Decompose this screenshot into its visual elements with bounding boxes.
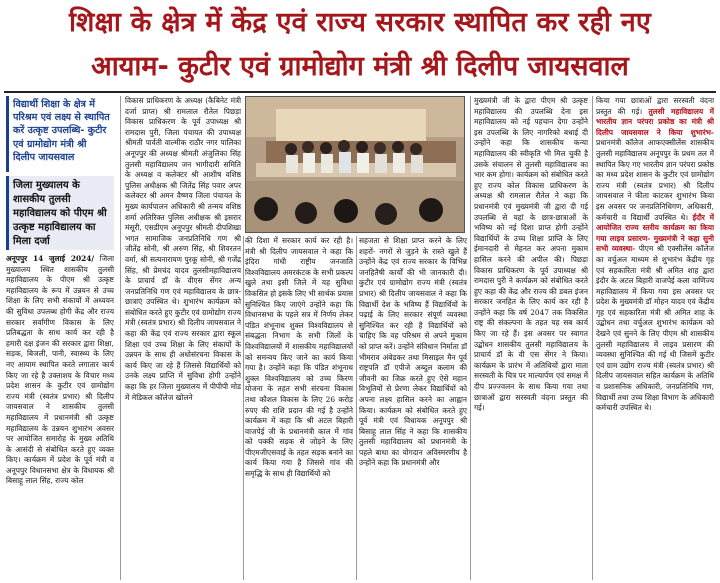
headline-line-1: शिक्षा के क्षेत्र में केंद्र एवं राज्य सरकार स्थापित कर रही नए [68,7,652,38]
column-3 [245,236,353,580]
event-photo-graphic [246,97,465,233]
column-3-text: की दिशा में सरकार कार्य कर रही है। मंत्री श्री दिलीप जायसवाल ने कहा कि इंदिरा गांधी राष्ट्रीय जनजाति विश्वविद्यालय अमरकंटक के सभी प्रकल्प खुले तथा इसी जिले में यह सुविधा विकसित हो इसके लिए भी सार्थक प्रयास सुनिश्चित किए जाएंगे उन्होंने कहा कि विधानसभा के पहले सत्र में निर्णय लेकर पंडित शंभूनाथ शुक्ल विश्वविद्यालय से संबद्धता निभाग के सभी जिलों के विश्वविद्यालयों में शासकीय महाविद्यालयों को समन्वय किए जाने का कार्य किया गया है। उन्होंने कहा कि पंडित शंभूनाथ शुक्ल विश्वविद्यालय को उच्च किरण योजना के तहत सभी संरचना विकास तथा कौशल विकास के लिए 26 करोड़ रुपए की राशि प्रदान की गई है उन्होंने कार्यक्रम में कहा कि श्री अटल बिहारी वाजपेई जी के प्रधानमंत्री काल में गांव को पक्की सड़क से जोड़ने के लिए पीएमजीएसवाई के तहत सड़क बनाने का कार्य किया गया है जिससे गांव की समृद्धि के साथ ही विद्यार्थियों को [245,236,353,479]
dateline: अनूपपुर 14 जुलाई 2024/ [6,254,95,263]
column-6-text: किया गया छात्राओं द्वारा सरस्वती वंदना प्रस्तुत की गई। [596,96,714,116]
subheadline-2: जिला मुख्यालय के शासकीय तुलसी महाविद्यालय को पीएम श्री उत्कृष्ट महाविद्यालय का मिला दर्जा [6,176,114,250]
headline-line-2: आयाम- कुटीर एवं ग्रामोद्योग मंत्री श्री दिलीप जायसवाल [91,51,629,82]
column-4-text: सहजता से शिक्षा प्राप्त करने के लिए शहरों- नगरों से जुड़ने के रास्ते खुले हैं उन्होंने केंद्र एवं राज्य सरकार के विभिन्न जनहितैषी कार्यों की भी जानकारी दी। कुटीर एवं ग्रामोद्योग राज्य मंत्री (स्वतंत्र प्रभार) श्री दिलीप जायसवाल ने कहा कि विद्यार्थी देश के भविष्य हैं विद्यार्थियों के पढ़ाई के लिए सरकार संपूर्ण व्यवस्था सुनिश्चित कर रही है विद्यार्थियों को चाहिए कि वह परिश्रम से अपने मुकाम को प्राप्त करें। उन्होंने संविधान निर्माता डॉ भीमराव अंबेडकर तथा मिसाइल मैन पूर्व राष्ट्रपति डॉ एपीजे अब्दुल कलाम की जीवनी का जिक्र करते हुए ऐसे महान विभूतियों से प्रेरणा लेकर विद्यार्थियों को अपना लक्ष्य हासिल करने का आह्वान किया। कार्यक्रम को संबोधित करते हुए पूर्व मंत्री एवं विधायक अनूपपुर श्री बिसाहू लाल सिंह ने कहा कि शासकीय तुलसी महाविद्यालय को प्रधानमंत्री के पहले बाधा का योगदान अविस्मरणीय है उन्होंने कहा कि प्रधानमंत्री और [359,236,467,468]
headline [0,0,720,90]
column-4 [359,236,467,580]
column-2-text: विकास प्राधिकरण के अध्यक्ष (कैबिनेट मंत्री दर्जा प्राप्त) श्री रामलाल रौतेल पिछड़ा विकास प्राधिकरण के पूर्व उपाध्यक्ष श्री रामदास पुरी, जिला पंचायत की उपाध्यक्ष श्रीमती पार्वती वाल्मीक राठौर नगर पालिका अनूपपुर की अध्यक्ष श्रीमती अंजुलिका सिंह तुलसी महाविद्यालय जन भागीदारी समिति के अध्यक्ष व कलेक्टर श्री आशीष वशिष्ठ पुलिस अधीक्षक श्री जितेंद्र सिंह पवार अपर कलेक्टर श्री अमन वैष्णव जिला पंचायत के मुख्य कार्यपालन अधिकारी श्री तन्मय वशिष्ठ शर्मा अतिरिक्त पुलिस अधीक्षक श्री इसरार मंसूरी, एसडीएम अनूपपुर श्रीमती दीपशिखा भगत सामाजिक जनप्रतिनिधि गण श्री जीतेंद्र सोनी, श्री अरुण सिंह, श्री शिवरतन वर्मा, श्री सत्यनारायण पुरकू सोनी, श्री गजेंद्र सिंह, श्री प्रेमचंद यादव तुलसीमहाविद्यालय के प्राचार्य डॉ के वीएस सेंगर अन्य जनप्रतिनिधि गण एवं महाविद्यालय के छात्र-छात्राएं उपस्थित थे। शुभारंभ कार्यक्रम को संबोधित करते हुए कुटीर एवं ग्रामोद्योग राज्य मंत्री (स्वतंत्र प्रभार) श्री दिलीप जायसवाल ने कहा की केंद्र एवं राज्य सरकार द्वारा स्कूल शिक्षा एवं उच्च शिक्षा के लिए संकायों के उन्नयन के साथ ही अधोसंरचना विकास के कार्य किए जा रहे हैं जिससे विद्यार्थियों को उनके लक्ष्य प्राप्ति में सुविधा होगी उन्होंने कहा कि हर जिला मुख्यालय में पीपीपी मोड में मेडिकल कॉलेज खोलने [125,96,241,402]
section-heading-live-broadcast: ईंदौर में आयोजित राज्य स्तरीय कार्यक्रम का किया गया लाइव प्रसारण- मुख्यमंत्री ने कहा सुनी सभी व्यवस्था- [596,212,714,254]
column-5-text: मुख्यमंत्री जी के द्वारा पीएम श्री उत्कृष्ट महाविद्यालय की उपलब्धि देना इस महाविद्यालय को नई पहचान देगा उन्होंने इस उपलब्धि के लिए नागरिको बधाई दी उन्होंने कहा कि शासकीय कन्या महाविद्यालय की स्वीकृति भी मिल चुकी है उसके संचालन से तुलसी महाविद्यालय का भार कम होगा। कार्यक्रम को संबोधित करते हुए राज्य कोल विकास प्राधिकरण के अध्यक्ष श्री रामलाल रौतेल ने कहा कि प्रधानमंत्री एवं मुख्यमंत्री जी द्वारा दी गई उपलब्धि से यहां के छात्र-छात्राओं के भविष्य को नई दिशा प्राप्त होगी उन्होंने विद्यार्थियों के उच्च शिक्षा प्राप्ति के लिए ईमानदारी से मेहनत कर अपना मुकाम हासिल करने की अपील की। पिछड़ा विकास प्राधिकरण के पूर्व उपाध्यक्ष श्री रामदास पुरी ने कार्यक्रम को संबोधित करते हुए कहा की केंद्र और राज्य की डबल इंजन सरकार जनहित के लिए कार्य कर रही है उन्होंने कहा कि वर्ष 2047 तक विकसित राष्ट्र की संकल्पना के तहत यह सब कार्य किए जा रहे हैं। इस अवसर पर स्वागत उद्बोधन शासकीय तुलसी महाविद्यालय के प्राचार्य डॉ के वी एस सेंगर ने किया। कार्यक्रम के प्रारंभ में अतिथियों द्वारा माता सरस्वती के चित्र पर माल्यार्पण एवं समक्ष में दीप प्रज्ज्वलन के साथ किया गया तथा छात्राओं द्वारा सरस्वती वंदना प्रस्तुत की गई। [474,96,588,413]
event-photo [245,96,465,233]
headline-rule [4,91,716,93]
column-1-text: जिला मुख्यालय स्थित शासकीय तुलसी महाविद्यालय के पीएम श्री उत्कृष्ट महाविद्यालय के रूप में उन्नयन से उच्च शिक्षा के लिए सभी संकायों में अध्ययन की सुविधा उपलब्ध होगी केंद्र और राज्य सरकार सर्वांगीण विकास के लिए प्रतिबद्धता के साथ कार्य कर रही है हमारी दक्ष इंजन की सरकार द्वारा शिक्षा, सड़क, बिजली, पानी, स्वास्थ्य के लिए नए आयाम स्थापित करते लगातार कार्य किए जा रहे है उक्ताशय के विचार मध्य प्रदेश शासन के कुटीर एवं ग्रामोद्योग राज्य मंत्री (स्वतंत्र प्रभार) श्री दिलीप जायसवाल ने शासकीय तुलसी महाविद्यालय में प्रधानमंत्री श्री उत्कृष्ट महाविद्यालय के उन्नयन शुभारंभ अवसर पर आयोजित समारोह के मुख्य अतिथि के आसंदी से संबोधित करते हुए व्यक्त किए। कार्यक्रम में प्रदेश के पूर्व मंत्री व अनूपपुर विधानसभा क्षेत्र के विधायक श्री बिसाहू लाल सिंह, राज्य कोल [6,254,114,486]
column-5 [474,96,588,580]
column-divider [592,96,593,580]
subheadline-1: विद्यार्थी शिक्षा के क्षेत्र में परिश्रम एवं लक्ष्य से स्थापित करें उत्कृष्ट उपलब्धि- कुटीर एवं ग्रामोद्योग मंत्री श्री दिलीप जायसवाल [6,96,114,172]
column-6 [596,96,714,580]
column-6-text-2: प्रधानमंत्री कॉलेज आफएक्सीलेंस शासकीय तुलसी महाविद्यालय अनूपपुर के प्रथम तल में स्थापित किए गए भारतीय ज्ञान परंपरा प्रकोष्ठ का मध्य प्रदेश शासन के कुटीर एवं ग्रामोद्योग राज्य मंत्री (स्वतंत्र प्रभार) श्री दिलीप जायसवाल ने फीता काटकर शुभारंभ किया इस अवसर पर जनप्रतिनिधिगण, अधिकारी, कर्मचारी व विद्यार्थी उपस्थित थे। [596,138,714,222]
column-2 [125,96,241,580]
section-heading-knowledge-cell: तुलसी महाविद्यालय में भारतीय ज्ञान परंपरा प्रकोष्ठ का मंत्री श्री दिलीप जायसवाल ने किया शुभारंभ- [596,106,714,137]
column-6-text-3: पीएम श्री एक्सीलेंस कॉलेज का वर्चुअल माध्यम से शुभारंभ केंद्रीय गृह एवं सहकारिता मंत्री श्री अमित शाह द्वारा इंदौर के अटल बिहारी वाजपेई कला वाणिज्य महाविद्यालय में किया गया इस अवसर पर प्रदेश के मुख्यमंत्री डॉ मोहन यादव एवं केंद्रीय गृह एवं सहकारिता मंत्री श्री अमित शाह के उद्बोधन तथा वर्चुअल शुभारंभ कार्यक्रम को देखने एवं सुनने के लिए पीएम श्री शासकीय तुलसी महाविद्यालय में लाइव प्रसारण की व्यवस्था सुनिश्चित की गई थी जिसमें कुटीर एवं ग्राम उद्योग राज्य मंत्री (स्वतंत्र प्रभार) श्री दिलीप जायसवाल सहित कार्यक्रम के अतिथि व प्रशासनिक अधिकारी, जनप्रतिनिधि गण, विद्यार्थी तथा उच्च शिक्षा विभाग के अधिकारी कर्मचारी उपस्थित थे। [596,244,714,413]
column-divider [243,236,244,580]
column-divider [120,96,121,580]
column-1 [6,254,114,580]
column-divider [470,96,471,580]
column-divider [356,236,357,580]
